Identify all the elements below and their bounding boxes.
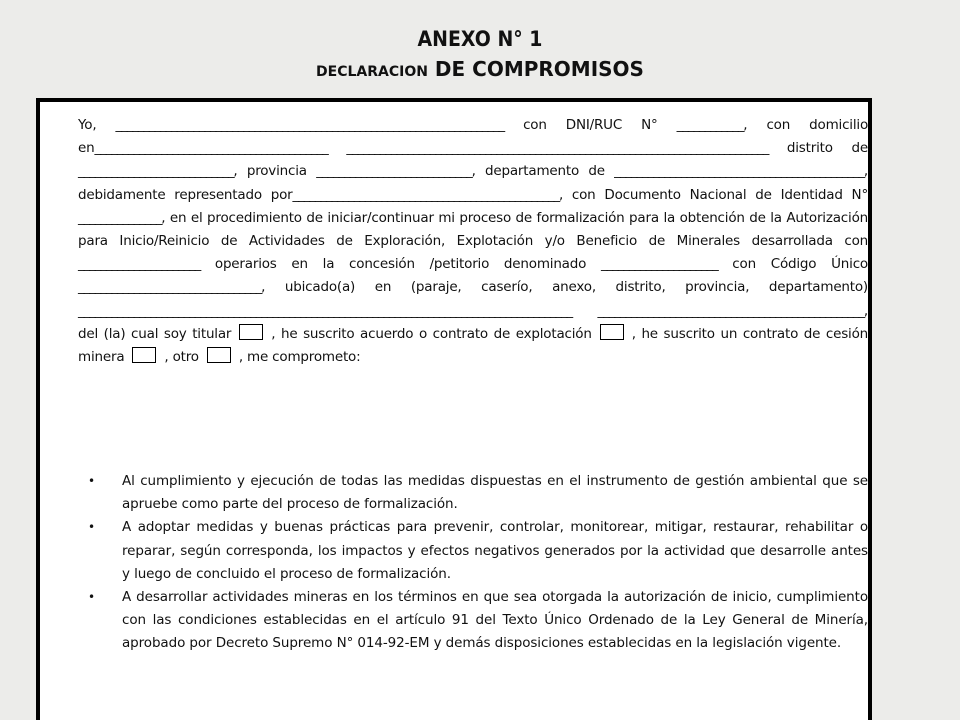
representative-blank[interactable]: ________________________________________________ (292, 186, 559, 203)
text-segment: , otro (164, 349, 199, 366)
text-segment: , me comprometo: (238, 349, 361, 366)
text-segment: , del (la) cual soy titular (78, 302, 868, 342)
text-segment: distrito de (768, 140, 869, 157)
location-blank-continued[interactable]: ________________________________________________ (597, 302, 864, 319)
declaration-panel (36, 98, 872, 720)
text-segment: , con domicilio en (78, 117, 869, 157)
text-segment: con Código Único (717, 256, 868, 273)
text-segment: , he suscrito acuerdo o contrato de explotación (271, 325, 592, 342)
district-blank[interactable]: ____________________________ (78, 163, 234, 180)
commitment-text: Al cumplimiento y ejecución de todas las medidas dispuestas en el instrumento de gestión ambiental que se apruebe como parte del proceso de formalización. (122, 473, 868, 513)
address-blank-continued[interactable]: ____________________________________________________________________________ (346, 140, 769, 157)
text-segment: , he suscrito un contrato de cesión minera (78, 325, 869, 366)
dni-blank[interactable]: ____________ (676, 117, 744, 133)
declaration-paragraph (78, 114, 868, 369)
subtitle-small: DECLARACION (316, 64, 428, 80)
titular-checkbox[interactable] (239, 324, 263, 340)
concession-blank[interactable]: _____________________ (600, 256, 718, 273)
bullet-icon: • (88, 474, 95, 488)
subtitle-big: DE COMPROMISOS (427, 57, 644, 81)
commitments-list (88, 470, 868, 656)
department-blank[interactable]: _____________________________________________ (614, 163, 864, 180)
list-item (88, 516, 868, 586)
text-segment: , debidamente representado por (78, 163, 868, 203)
name-blank[interactable]: ______________________________________________________________________ (115, 117, 504, 133)
rep-dni-blank[interactable]: _______________ (78, 209, 162, 226)
commitment-text: A desarrollar actividades mineras en los términos en que sea otorgada la autorización de inicio, cumplimiento con las condiciones establecidas en el artículo 91 del Texto Único Ordenado de la Ley General de Minería, aprobado por Decreto Supremo N° 014-92-EM y demás disposiciones establecidas en la legislación vigente. (122, 589, 868, 652)
other-checkbox[interactable] (207, 347, 231, 363)
list-item (88, 470, 868, 516)
bullet-icon: • (88, 520, 95, 535)
page-subtitle (0, 56, 960, 85)
bullet-icon: • (88, 590, 95, 605)
address-blank[interactable]: __________________________________________ (94, 140, 328, 157)
text-segment: Yo, (78, 117, 116, 133)
text-segment: , departamento de (471, 163, 615, 180)
operators-blank[interactable]: ______________________ (78, 256, 201, 273)
exploitation-contract-checkbox[interactable] (600, 324, 624, 340)
page-title: ANEXO N° 1 (417, 27, 543, 51)
province-blank[interactable]: ____________________________ (316, 163, 472, 180)
text-segment: , ubicado(a) en (paraje, caserío, anexo, distrito, provincia, departamento) (261, 279, 868, 296)
text-segment: , en el procedimiento de iniciar/continuar mi proceso de formalización para la obtención de la Autorización para Inicio/Reinicio de Actividades de Exploración, Explotación y/o Beneficio de Minerales desarrollada con (78, 209, 868, 250)
list-item (88, 586, 868, 656)
text-segment: , provincia (233, 163, 317, 180)
text-segment: operarios en la concesión /petitorio denominado (200, 256, 601, 273)
mining-cession-checkbox[interactable] (132, 347, 156, 363)
text-segment: , con Documento Nacional de Identidad N° (558, 186, 868, 203)
location-blank[interactable]: _________________________________________________________________________________________ (78, 302, 572, 319)
commitment-text: A adoptar medidas y buenas prácticas para prevenir, controlar, monitorear, mitigar, restaurar, rehabilitar o reparar, según corresponda, los impactos y efectos negativos generados por la actividad que desarrolle antes y luego de concluido el proceso de formalización. (122, 519, 868, 582)
text-segment: con DNI/RUC N° (504, 117, 677, 133)
code-blank[interactable]: _________________________________ (78, 279, 262, 296)
document-header (0, 26, 960, 85)
